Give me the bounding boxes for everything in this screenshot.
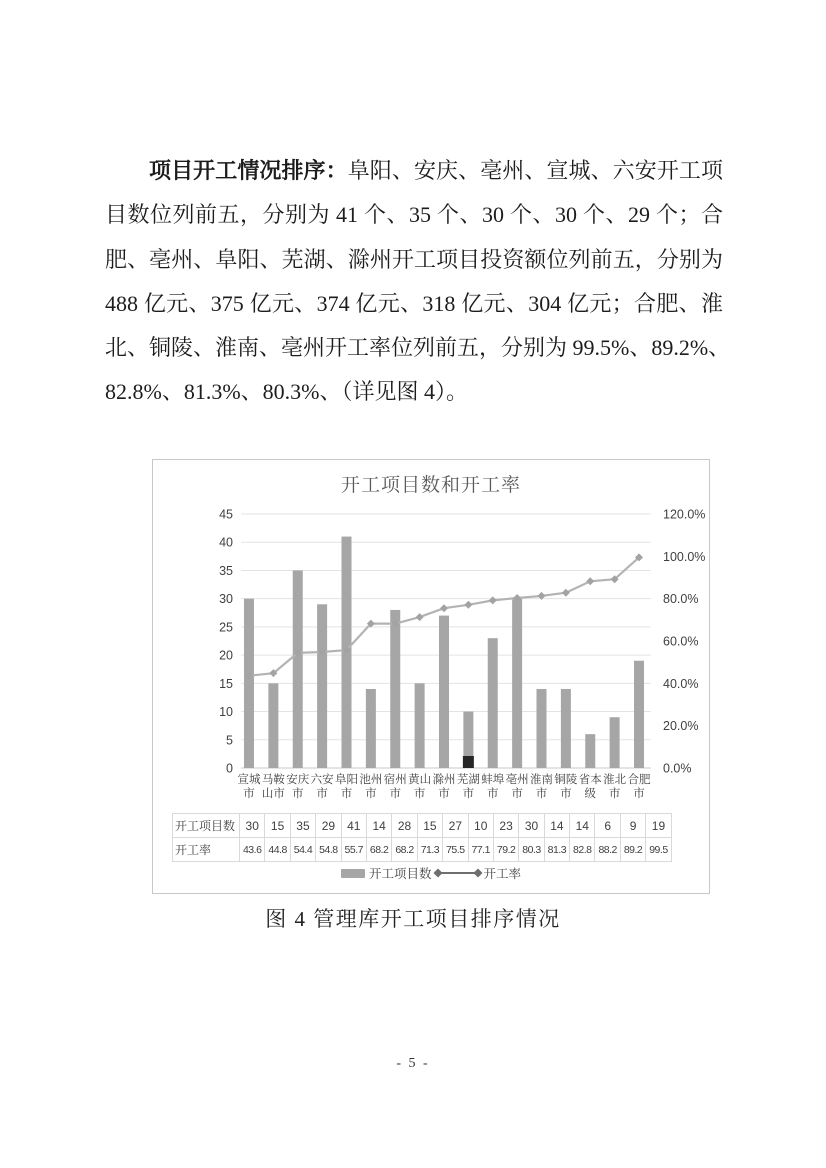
line-marker-diamond [586,577,594,585]
left-axis-tick-label: 35 [219,563,233,578]
table-cell: 29 [316,814,341,838]
table-cell: 77.1 [468,838,493,862]
line-marker-diamond [416,613,424,621]
bar [317,604,327,768]
bar [390,610,400,768]
table-cell: 15 [265,814,290,838]
left-axis-tick-label: 15 [219,676,233,691]
table-cell: 10 [468,814,493,838]
table-cell: 54.8 [316,838,341,862]
table-cell: 41 [341,814,366,838]
x-axis-category-label: 阜阳市 [335,774,358,800]
left-axis-tick-label: 45 [219,507,233,522]
table-cell: 19 [646,814,671,838]
bar [537,689,547,768]
table-cell: 75.5 [443,838,468,862]
paragraph-line: 肥、亳州、阜阳、芜湖、滁州开工项目投资额位列前五，分别为 [105,246,723,272]
page-number: - 5 - [396,1056,430,1071]
table-cell: 30 [519,814,544,838]
table-cell: 99.5 [646,838,671,862]
paragraph-line: 488 亿元、375 亿元、374 亿元、318 亿元、304 亿元；合肥、淮 [105,290,723,316]
paragraph-line: 目数位列前五，分别为 41 个、35 个、30 个、30 个、29 个；合 [105,202,723,228]
table-cell: 68.2 [366,838,391,862]
line-marker-diamond [464,601,472,609]
bar [366,689,376,768]
x-axis-category-label: 安庆市 [286,774,310,800]
left-axis-tick-label: 0 [226,761,233,776]
bar [512,599,522,768]
body-paragraph [105,149,731,415]
table-cell: 55.7 [341,838,366,862]
table-cell: 68.2 [392,838,417,862]
chart-legend [153,864,709,882]
chart-plot-area [153,460,709,812]
left-axis-tick-label: 20 [219,648,233,663]
paragraph-line: 82.8%、81.3%、80.3%、（详见图 4）。 [105,379,468,405]
right-axis-tick-label: 40.0% [663,676,699,691]
right-axis-tick-label: 120.0% [663,507,706,522]
dark-square-marker [463,756,474,768]
right-axis-tick-label: 0.0% [663,761,692,776]
table-cell: 71.3 [417,838,442,862]
table-cell: 43.6 [240,838,265,862]
line-marker-diamond [440,604,448,612]
bar [439,616,449,768]
paragraph-line: 北、铜陵、淮南、亳州开工率位列前五，分别为 99.5%、89.2%、 [105,335,731,361]
table-cell: 80.3 [519,838,544,862]
right-axis-tick-label: 80.0% [663,592,699,607]
table-cell: 9 [620,814,645,838]
legend-bar-label: 开工项目数 [368,867,432,881]
bar [634,661,644,768]
table-cell: 79.2 [493,838,518,862]
x-axis-category-label: 马鞍山市 [261,774,285,800]
right-axis-tick-label: 60.0% [663,634,699,649]
legend-line-swatch-icon [432,867,484,879]
left-axis-tick-label: 25 [219,620,233,635]
left-axis-tick-label: 10 [219,705,233,720]
x-axis-category-label: 宣城市 [237,774,261,800]
line-marker-diamond [489,596,497,604]
x-axis-category-label: 省本级 [578,774,602,800]
table-cell: 35 [290,814,315,838]
table-cell: 6 [595,814,620,838]
x-axis-category-label: 蚌埠市 [481,774,505,800]
table-row [173,814,672,838]
table-cell: 14 [544,814,569,838]
table-row-label: 开工率 [173,838,240,862]
chart-title: 开工项目数和开工率 [340,475,521,496]
left-axis-tick-label: 5 [226,733,233,748]
table-cell: 89.2 [620,838,645,862]
x-axis-category-label: 黄山市 [408,774,432,800]
table-cell: 88.2 [595,838,620,862]
bar [488,638,498,768]
table-cell: 23 [493,814,518,838]
table-cell: 28 [392,814,417,838]
table-row [173,838,672,862]
table-cell: 82.8 [570,838,595,862]
legend-line-label: 开工率 [483,867,522,881]
bar [415,683,425,768]
x-axis-category-label: 亳州市 [505,774,529,800]
x-axis-category-label: 淮北市 [603,774,627,800]
table-cell: 27 [443,814,468,838]
bar [268,683,278,768]
bar [244,599,254,768]
figure-4-chart [152,459,710,894]
bar [585,734,595,768]
table-cell: 15 [417,814,442,838]
right-axis-tick-label: 20.0% [663,719,699,734]
x-axis-category-label: 淮南市 [530,774,553,800]
table-cell: 14 [366,814,391,838]
chart-data-table [172,813,672,862]
paragraph-line: 项目开工情况排序：阜阳、安庆、亳州、宣城、六安开工项 [149,158,723,183]
x-axis-category-label: 宿州市 [383,774,407,800]
table-row-label: 开工项目数 [173,814,240,838]
figure-caption: 图 4 管理库开工项目排序情况 [265,907,561,931]
table-cell: 81.3 [544,838,569,862]
x-axis-category-label: 铜陵市 [554,774,578,800]
left-axis-tick-label: 30 [219,592,233,607]
table-cell: 30 [240,814,265,838]
x-axis-category-label: 芜湖市 [456,774,480,800]
table-cell: 54.4 [290,838,315,862]
legend-bar-swatch-icon [341,869,365,878]
bar [561,689,571,768]
table-cell: 44.8 [265,838,290,862]
bar [610,717,620,768]
x-axis-category-label: 池州市 [359,774,383,800]
table-cell: 14 [570,814,595,838]
line-marker-diamond [562,589,570,597]
right-axis-tick-label: 100.0% [663,549,706,564]
bar [293,570,303,768]
x-axis-category-label: 六安市 [310,774,334,800]
left-axis-tick-label: 40 [219,535,233,550]
x-axis-category-label: 合肥市 [627,774,651,800]
x-axis-category-label: 滁州市 [432,774,456,800]
